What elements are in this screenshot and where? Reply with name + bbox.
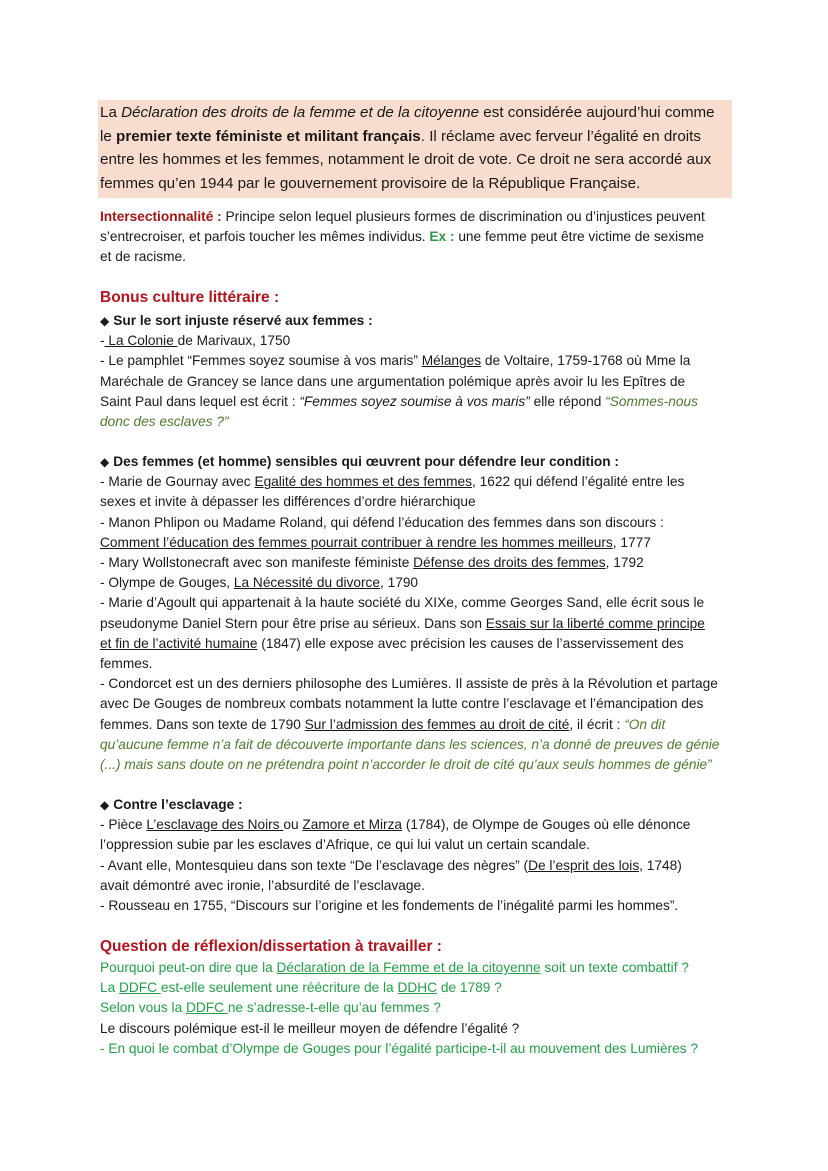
intro-bold-phrase: premier texte féministe et militant français: [116, 127, 421, 145]
item-text: - Condorcet est un des derniers philosophe des Lumières. Il assiste de près à la Révolution et partage: [100, 676, 718, 692]
definition-text: s’entrecroiser, et parfois toucher les mêmes individus.: [100, 229, 430, 245]
question-text: est-elle seulement une réécriture de la: [160, 980, 398, 996]
item-text: (1847) elle expose avec précision les causes de l’asservissement des: [257, 635, 684, 651]
question-text: Pourquoi peut-on dire que la: [100, 960, 277, 975]
intro-line-1: [100, 101, 732, 125]
definition-text: Principe selon lequel plusieurs formes de discrimination ou d’injustices peuvent: [221, 209, 705, 224]
work-title: Essais sur la liberté comme principe: [485, 615, 705, 631]
item-text: - Pièce: [100, 817, 147, 833]
bonus-heading: Bonus culture littéraire :: [100, 289, 280, 306]
question-text: ne s’adresse-t-elle qu’au femmes ?: [227, 1000, 441, 1016]
item-text: - Le pamphlet “Femmes soyez soumise à vos maris”: [100, 353, 422, 369]
item-text: pseudonyme Daniel Stern pour être prise au sérieux. Dans son: [100, 615, 486, 631]
diamond-bullet-icon: ◆: [100, 798, 110, 812]
item-text: 1748): [642, 857, 682, 873]
intro-text: est considérée aujourd’hui comme: [479, 104, 715, 121]
example-text: une femme peut être victime de sexisme: [454, 229, 705, 245]
quote-text: qu’aucune femme n’a fait de découverte importante dans les sciences, n’a donné de preuves de génie: [100, 736, 720, 752]
item-text: - Mary Wollstonecraft avec son manifeste féministe: [100, 555, 414, 571]
item-text: femmes. Dans son texte de 1790: [100, 716, 305, 732]
example-label: Ex :: [429, 229, 455, 245]
work-title: DDFC: [185, 1000, 228, 1016]
ddfc-title: Déclaration des droits de la femme et de la citoyenne: [121, 104, 480, 121]
intro-text: le: [100, 127, 117, 145]
section-title: Contre l’esclavage :: [113, 797, 243, 812]
item-text: de Voltaire, 1759-1768 où Mme la: [481, 353, 691, 369]
item-text: , il écrit :: [569, 716, 625, 732]
item-text: avec De Gouges de nombreux combats notamment la lutte contre l’esclavage et l’émancipation des: [100, 696, 704, 712]
question-text: Le discours polémique est-il le meilleur moyen de défendre l’égalité ?: [100, 1020, 520, 1036]
diamond-bullet-icon: ◆: [100, 455, 110, 469]
item-text: Maréchale de Grancey se lance dans une argumentation polémique après avoir lu les Epîtres de: [100, 373, 686, 389]
work-title: DDHC: [397, 980, 438, 996]
item-text: elle répond: [529, 393, 606, 409]
work-title: Zamore et Mirza: [302, 817, 403, 833]
intro-line-2: [100, 125, 732, 149]
section-defenders: [100, 452, 740, 775]
work-title: et fin de l’activité humaine: [100, 635, 258, 651]
quote-text: (...) mais sans doute on ne prétendra point n’accorder le droit de cité qu’aux seuls hommes de génie”: [100, 757, 712, 773]
item-text: de Marivaux, 1750: [177, 333, 291, 349]
work-title: Mélanges: [421, 353, 482, 369]
quote-reply: donc des esclaves ?”: [100, 414, 229, 430]
diamond-bullet-icon: ◆: [100, 314, 110, 328]
item-text: sexes et invite à dépasser les différences d’ordre hiérarchique: [100, 494, 476, 510]
intro-text: . Il réclame avec ferveur l’égalité en droits: [420, 127, 701, 145]
item-text: - Marie de Gournay avec: [100, 474, 255, 490]
item-text: avait démontré avec ironie, l’absurdité de l’esclavage.: [100, 877, 425, 893]
item-text: - Avant elle, Montesquieu dans son texte “De l’esclavage des nègres” (: [100, 857, 529, 873]
item-text: , 1790: [379, 575, 419, 591]
quote-text: “On dit: [624, 716, 666, 732]
dash: -: [100, 333, 105, 349]
work-title: La Colonie: [104, 333, 178, 349]
question-text: - En quoi le combat d’Olympe de Gouges pour l’égalité participe-t-il au mouvement des Lumières ?: [100, 1040, 698, 1056]
work-title: De l’esprit des lois,: [528, 857, 643, 873]
item-text: femmes.: [100, 656, 153, 672]
work-title: L’esclavage des Noirs: [146, 817, 284, 833]
question-text: soit un texte combattif ?: [540, 960, 689, 975]
item-text: - Rousseau en 1755, “Discours sur l’origine et les fondements de l’inégalité parmi les hommes”.: [100, 898, 679, 914]
section-title: Sur le sort injuste réservé aux femmes :: [113, 313, 373, 328]
definition-term: Intersectionnalité :: [100, 209, 222, 224]
questions-list: [100, 958, 740, 1059]
item-text: - Olympe de Gouges,: [100, 575, 234, 591]
item-text: , 1792: [605, 555, 644, 571]
work-title: La Nécessité du divorce: [233, 575, 380, 591]
question-text: Selon vous la: [100, 1000, 186, 1016]
definition-block: [100, 207, 740, 268]
item-text: , 1777: [612, 534, 651, 550]
item-text: l’oppression subie par les esclaves d’Afrique, ce qui lui valut un certain scandale.: [100, 837, 590, 853]
section-slavery: [100, 795, 740, 916]
quote-reply: “Sommes-nous: [605, 393, 698, 409]
intro-line-4: femmes qu’en 1944 par le gouvernement provisoire de la République Française.: [100, 174, 641, 192]
work-title: DDFC: [119, 980, 161, 996]
intro-line-3: entre les hommes et les femmes, notamment le droit de vote. Ce droit ne sera accordé aux: [100, 151, 712, 168]
quote-text: “Femmes soyez soumise à vos maris”: [299, 393, 530, 409]
work-title: Sur l’admission des femmes au droit de cité: [304, 716, 570, 732]
item-text: (1784), de Olympe de Gouges où elle dénonce: [402, 817, 691, 833]
question-text: La: [100, 980, 120, 996]
questions-heading: Question de réflexion/dissertation à travailler :: [100, 938, 442, 955]
question-text: de 1789 ?: [437, 980, 502, 996]
section-title: Des femmes (et homme) sensibles qui œuvrent pour défendre leur condition :: [113, 454, 619, 469]
intro-highlight-box: [98, 100, 732, 198]
example-text: et de racisme.: [100, 249, 186, 265]
work-title: Déclaration de la Femme et de la citoyenne: [276, 960, 541, 975]
item-text: - Marie d’Agoult qui appartenait à la haute société du XIXe, comme Georges Sand, elle écrit sous le: [100, 595, 705, 611]
work-title: Défense des droits des femmes: [413, 555, 606, 571]
work-title: Comment l’éducation des femmes pourrait contribuer à rendre les hommes meilleurs: [100, 534, 613, 550]
item-text: ou: [283, 817, 303, 833]
intro-text: La: [100, 104, 122, 121]
item-text: , 1622 qui défend l’égalité entre les: [472, 474, 685, 490]
item-text: - Manon Phlipon ou Madame Roland, qui défend l’éducation des femmes dans son discours :: [100, 514, 664, 530]
item-text: Saint Paul dans lequel est écrit :: [100, 393, 300, 409]
work-title: Egalité des hommes et des femmes: [254, 474, 473, 490]
section-injustice: [100, 311, 740, 432]
